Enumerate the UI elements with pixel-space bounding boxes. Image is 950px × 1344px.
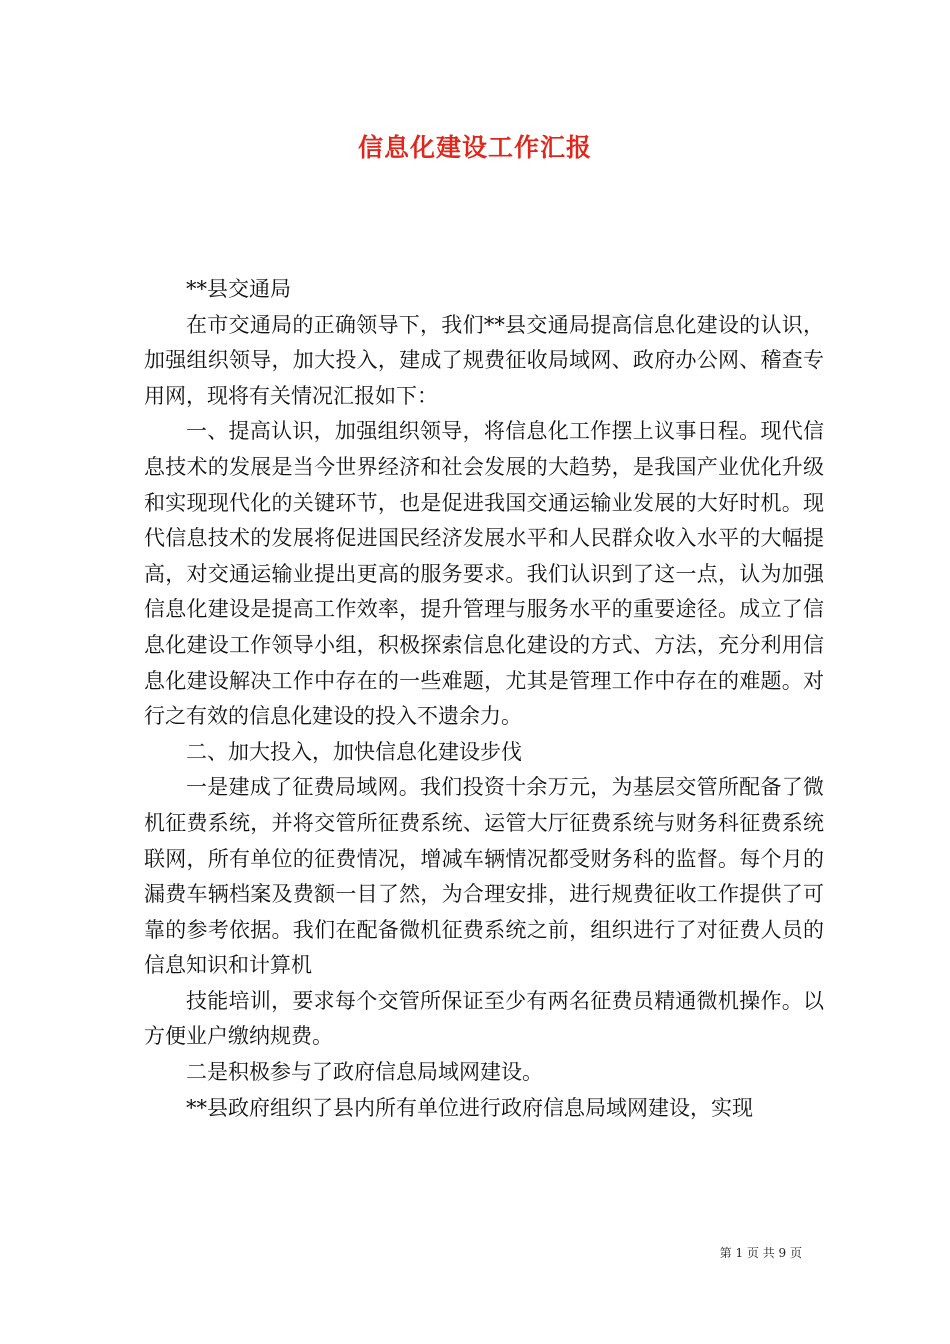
document-title: 信息化建设工作汇报 [357, 133, 592, 162]
document-body [144, 272, 824, 1126]
paragraph-training: 技能培训，要求每个交管所保证至少有两名征费员精通微机操作。以方便业户缴纳规费。 [144, 988, 824, 1049]
paragraph-county-government: **县政府组织了县内所有单位进行政府信息局域网建设，实现 [186, 1095, 753, 1120]
paragraph-section-one: 一、提高认识，加强组织领导，将信息化工作摆上议事日程。现代信息技术的发展是当今世界经济和社会发展的大趋势，是我国产业优化升级和实现现代化的关键环节，也是促进我国交通运输业发展的大好时机。现代信息技术的发展将促进国民经济发展水平和人民群众收入水平的大幅提高，对交通运输业提出更高的服务要求。我们认识到了这一点，认为加强信息化建设是提高工作效率，提升管理与服务水平的重要途径。成立了信息化建设工作领导小组，积极探索信息化建设的方式、方法，充分利用信息化建设解决工作中存在的一些难题，尤其是管理工作中存在的难题。对行之有效的信息化建设的投入不遗余力。 [144, 419, 824, 729]
paragraph-section-two-heading: 二、加大投入，加快信息化建设步伐 [186, 739, 522, 764]
paragraph-government-network: 二是积极参与了政府信息局域网建设。 [186, 1060, 543, 1085]
paragraph-intro: 在市交通局的正确领导下，我们**县交通局提高信息化建设的认识，加强组织领导，加大投入，建成了规费征收局域网、政府办公网、稽查专用网，现将有关情况汇报如下： [144, 312, 824, 408]
paragraph-organization: **县交通局 [186, 277, 291, 301]
page-number: 第 1 页 共 9 页 [719, 1246, 802, 1260]
paragraph-fee-network: 一是建成了征费局域网。我们投资十余万元，为基层交管所配备了微机征费系统，并将交管所征费系统、运管大厅征费系统与财务科征费系统联网，所有单位的征费情况，增减车辆情况都受财务科的监督。每个月的漏费车辆档案及费额一目了然，为合理安排，进行规费征收工作提供了可靠的参考依据。我们在配备微机征费系统之前，组织进行了对征费人员的信息知识和计算机 [144, 775, 824, 978]
